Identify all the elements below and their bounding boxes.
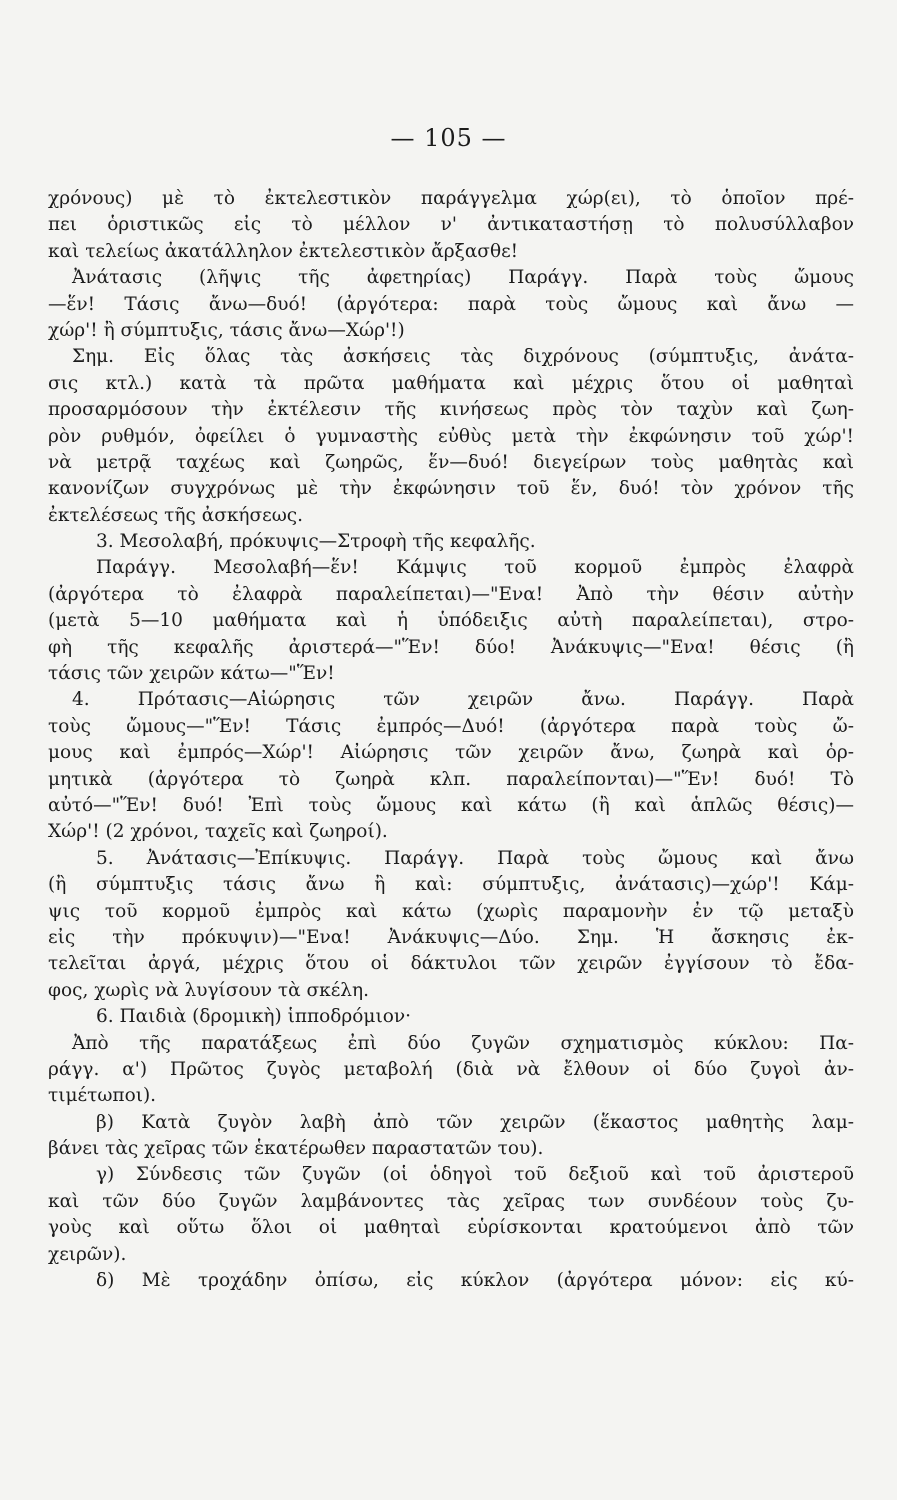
text-line: Χώρ'! (2 χρόνοι, ταχεῖς καὶ ζωηροί). bbox=[48, 821, 388, 843]
text-line: Παράγγ. Μεσολαβή—ἕν! Κάμψις τοῦ κορμοῦ ἐμπρὸς ἐλαφρὰ bbox=[96, 557, 854, 579]
text-line: καὶ τελείως ἀκατάλληλον ἐκτελεστικὸν ἄρξασθε! bbox=[48, 240, 519, 262]
text-line: Σημ. Εἰς ὅλας τὰς ἀσκήσεις τὰς διχρόνους (σύμπτυξις, ἀνάτα- bbox=[72, 346, 854, 368]
text-line: (ἀργότερα τὸ ἐλαφρὰ παραλείπεται)—"Ενα! Ἀπὸ τὴν θέσιν αὐτὴν bbox=[48, 583, 854, 605]
text-line: φος, χωρὶς νὰ λυγίσουν τὰ σκέλη. bbox=[48, 979, 369, 1001]
text-line: ρὸν ρυθμόν, ὀφείλει ὁ γυμναστὴς εὐθὺς μετὰ τὴν ἐκφώνησιν τοῦ χώρ'! bbox=[48, 425, 854, 447]
text-line: καὶ τῶν δύο ζυγῶν λαμβάνοντες τὰς χεῖρας των συνδέουν τοὺς ζυ- bbox=[48, 1190, 854, 1212]
text-line: πει ὁριστικῶς εἰς τὸ μέλλον ν' ἀντικαταστήσῃ τὸ πολυσύλλαβον bbox=[48, 214, 854, 236]
text-line: εἰς τὴν πρόκυψιν)—"Ενα! Ἀνάκυψις—Δύο. Σημ. Ἡ ἄσκησις ἐκ- bbox=[48, 926, 854, 948]
text-line: δ) Μὲ τροχάδην ὀπίσω, εἰς κύκλον (ἀργότερα μόνον: εἰς κύ- bbox=[96, 1270, 854, 1292]
text-line: ψις τοῦ κορμοῦ ἐμπρὸς καὶ κάτω (χωρὶς παραμονὴν ἐν τῷ μεταξὺ bbox=[48, 900, 854, 922]
text-line: 4. Πρότασις—Αἰώρησις τῶν χειρῶν ἄνω. Παράγγ. Παρὰ bbox=[72, 689, 854, 711]
text-line: β) Κατὰ ζυγὸν λαβὴ ἀπὸ τῶν χειρῶν (ἕκαστος μαθητὴς λαμ- bbox=[96, 1111, 854, 1133]
text-line: προσαρμόσουν τὴν ἐκτέλεσιν τῆς κινήσεως πρὸς τὸν ταχὺν καὶ ζωη- bbox=[48, 399, 854, 421]
text-line: —ἕν! Τάσις ἄνω—δυό! (ἀργότερα: παρὰ τοὺς ὤμους καὶ ἄνω — bbox=[48, 293, 854, 315]
text-line: μητικὰ (ἀργότερα τὸ ζωηρὰ κλπ. παραλείπονται)—"Ἕν! δυό! Τὸ bbox=[48, 768, 854, 790]
text-line: αὐτό—"Ἕν! δυό! Ἐπὶ τοὺς ὤμους καὶ κάτω (ἢ καὶ ἁπλῶς θέσις)— bbox=[48, 794, 854, 816]
text-line: 3. Μεσολαβή, πρόκυψις—Στροφὴ τῆς κεφαλῆς. bbox=[96, 531, 536, 553]
text-line: Ἀπὸ τῆς παρατάξεως ἐπὶ δύο ζυγῶν σχηματισμὸς κύκλου: Πα- bbox=[72, 1032, 854, 1054]
text-line: τάσις τῶν χειρῶν κάτω—"Ἕν! bbox=[48, 663, 335, 685]
text-line: χρόνους) μὲ τὸ ἐκτελεστικὸν παράγγελμα χώρ(ει), τὸ ὁποῖον πρέ- bbox=[48, 188, 854, 209]
text-line: (μετὰ 5—10 μαθήματα καὶ ἡ ὑπόδειξις αὐτὴ παραλείπεται), στρο- bbox=[48, 610, 854, 632]
text-line: τελεῖται ἀργά, μέχρις ὅτου οἱ δάκτυλοι τῶν χειρῶν ἐγγίσουν τὸ ἔδα- bbox=[48, 953, 854, 975]
text-line: ἐκτελέσεως τῆς ἀσκήσεως. bbox=[48, 504, 304, 526]
text-line: ράγγ. α') Πρῶτος ζυγὸς μεταβολή (διὰ νὰ ἔλθουν οἱ δύο ζυγοὶ ἀν- bbox=[48, 1058, 854, 1080]
text-line: γ) Σύνδεσις τῶν ζυγῶν (οἱ ὁδηγοὶ τοῦ δεξιοῦ καὶ τοῦ ἀριστεροῦ bbox=[96, 1164, 854, 1186]
text-line: 5. Ἀνάτασις—Ἐπίκυψις. Παράγγ. Παρὰ τοὺς ὤμους καὶ ἄνω bbox=[96, 847, 854, 869]
text-line: μους καὶ ἐμπρός—Χώρ'! Αἰώρησις τῶν χειρῶν ἄνω, ζωηρὰ καὶ ὁρ- bbox=[48, 742, 854, 764]
text-line: βάνει τὰς χεῖρας τῶν ἑκατέρωθεν παραστατῶν του). bbox=[48, 1138, 544, 1160]
body-text bbox=[48, 186, 854, 1294]
text-line: χώρ'! ἢ σύμπτυξις, τάσις ἄνω—Χώρ'!) bbox=[48, 319, 405, 341]
text-line: γοὺς καὶ οὕτω ὅλοι οἱ μαθηταὶ εὑρίσκονται κρατούμενοι ἀπὸ τῶν bbox=[48, 1217, 854, 1239]
text-line: 6. Παιδιὰ (δρομικὴ) ἱπποδρόμιον· bbox=[96, 1006, 411, 1028]
text-line: φὴ τῆς κεφαλῆς ἀριστερά—"Ἕν! δύο! Ἀνάκυψις—"Ενα! θέσις (ἢ bbox=[48, 636, 854, 658]
text-line: νὰ μετρᾷ ταχέως καὶ ζωηρῶς, ἕν—δυό! διεγείρων τοὺς μαθητὰς καὶ bbox=[48, 451, 854, 473]
text-line: κανονίζων συγχρόνως μὲ τὴν ἐκφώνησιν τοῦ ἕν, δυό! τὸν χρόνον τῆς bbox=[48, 478, 854, 500]
text-line: (ἢ σύμπτυξις τάσις ἄνω ἢ καὶ: σύμπτυξις, ἀνάτασις)—χώρ'! Κάμ- bbox=[48, 874, 854, 896]
text-line: τοὺς ὤμους—"Ἕν! Τάσις ἐμπρός—Δυό! (ἀργότερα παρὰ τοὺς ὤ- bbox=[48, 715, 854, 737]
text-line: Ἀνάτασις (λῆψις τῆς ἀφετηρίας) Παράγγ. Παρὰ τοὺς ὤμους bbox=[72, 267, 854, 289]
text-line: τιμέτωποι). bbox=[48, 1085, 157, 1107]
page-number: — 105 — bbox=[390, 124, 507, 152]
text-line: χειρῶν). bbox=[48, 1243, 127, 1265]
text-line: σις κτλ.) κατὰ τὰ πρῶτα μαθήματα καὶ μέχρις ὅτου οἱ μαθηταὶ bbox=[48, 372, 854, 394]
